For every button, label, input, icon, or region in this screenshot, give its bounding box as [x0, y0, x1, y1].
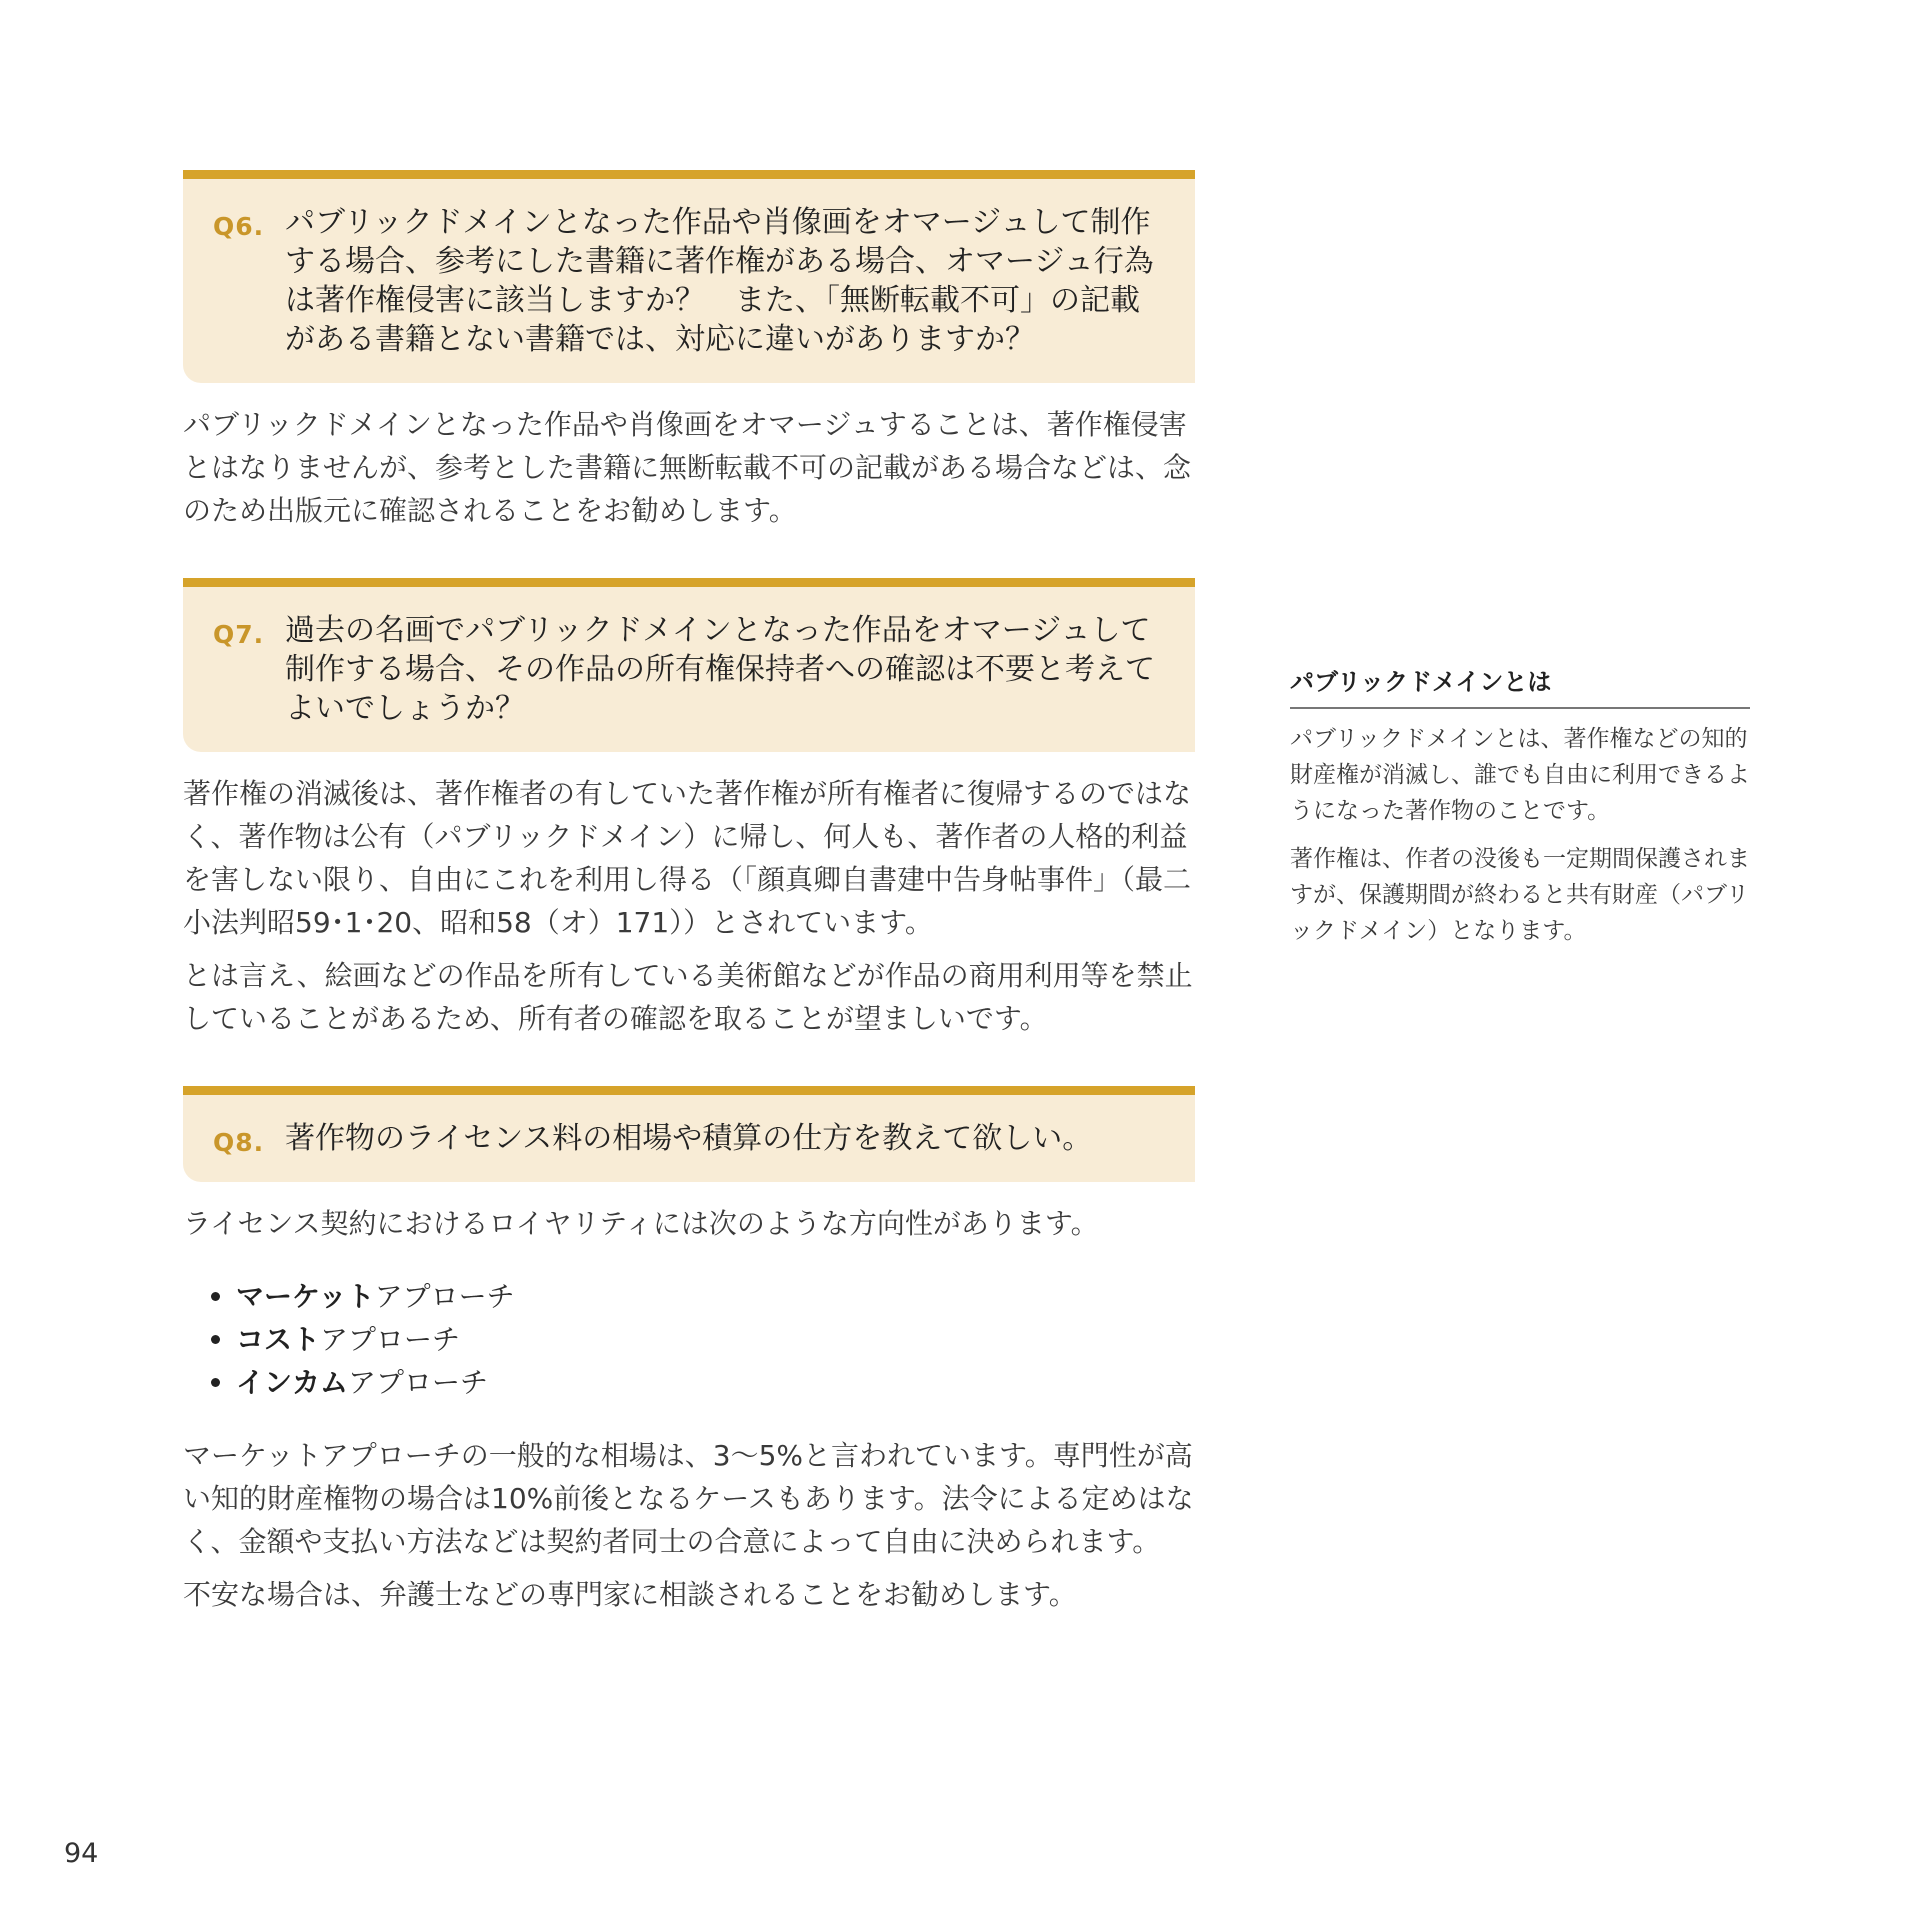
- bullet-icon: [211, 1292, 220, 1301]
- list-item: コスト アプローチ: [211, 1318, 1195, 1361]
- qa-q7: [183, 578, 1195, 1040]
- qa-q8: [183, 1086, 1195, 1616]
- bullet-icon: [211, 1335, 220, 1344]
- main-column: [183, 170, 1195, 1616]
- question-text: 過去の名画でパブリックドメインとなった作品をオマージュして制作する場合、その作品の所有権保持者への確認は不要と考えてよいでしょうか？: [285, 613, 1155, 726]
- question-box: [183, 578, 1195, 752]
- sidebar-note: [1290, 662, 1750, 949]
- sidebar-paragraph: パブリックドメインとは、著作権などの知的財産権が消滅し、誰でも自由に利用できるようになった著作物のことです。: [1290, 726, 1750, 824]
- question-number: Q6.: [213, 212, 265, 241]
- question-text: パブリックドメインとなった作品や肖像画をオマージュして制作する場合、参考にした書籍に著作権がある場合、オマージュ行為は著作権侵害に該当しますか？ また、「無断転載不可」の記載がある書籍とない書籍では、対応に違いがありますか？: [285, 205, 1154, 357]
- sidebar-paragraph: 著作権は、作者の没後も一定期間保護されますが、保護期間が終わると共有財産（パブリックドメイン）となります。: [1290, 846, 1750, 944]
- list-item: インカム アプローチ: [211, 1361, 1195, 1404]
- question-box: [183, 170, 1195, 383]
- list-item: マーケット アプローチ: [211, 1275, 1195, 1318]
- answer-paragraph: マーケットアプローチの一般的な相場は、3〜5%と言われています。専門性が高い知的財産権物の場合は10%前後となるケースもあります。法令による定めはなく、金額や支払い方法などは契約者同士の合意によって自由に決められます。: [183, 1439, 1194, 1558]
- answer-intro: ライセンス契約におけるロイヤリティには次のような方向性があります。: [183, 1207, 1099, 1240]
- question-number: Q8.: [213, 1128, 265, 1157]
- sidebar-title: パブリックドメインとは: [1290, 662, 1750, 709]
- question-number: Q7.: [213, 620, 265, 649]
- question-box: [183, 1086, 1195, 1182]
- qa-q6: [183, 170, 1195, 532]
- approach-list: [211, 1275, 1195, 1404]
- answer-paragraph: とは言え、絵画などの作品を所有している美術館などが作品の商用利用等を禁止していることがあるため、所有者の確認を取ることが望ましいです。: [183, 959, 1193, 1035]
- question-text: 著作物のライセンス料の相場や積算の仕方を教えて欲しい。: [285, 1121, 1093, 1156]
- bullet-icon: [211, 1378, 220, 1387]
- answer-paragraph: 不安な場合は、弁護士などの専門家に相談されることをお勧めします。: [183, 1578, 1077, 1611]
- answer-paragraph: 著作権の消滅後は、著作権者の有していた著作権が所有権者に復帰するのではなく、著作物は公有（パブリックドメイン）に帰し、何人も、著作者の人格的利益を害しない限り、自由にこれを利用し得る（「顔真卿自書建中告身帖事件」（最二小法判昭59･1･20、昭和58（オ）171））とされています。: [183, 777, 1192, 939]
- page-number: 94: [64, 1838, 99, 1869]
- answer-paragraph: パブリックドメインとなった作品や肖像画をオマージュすることは、著作権侵害とはなりませんが、参考とした書籍に無断転載不可の記載がある場合などは、念のため出版元に確認されることをお勧めします。: [183, 408, 1192, 527]
